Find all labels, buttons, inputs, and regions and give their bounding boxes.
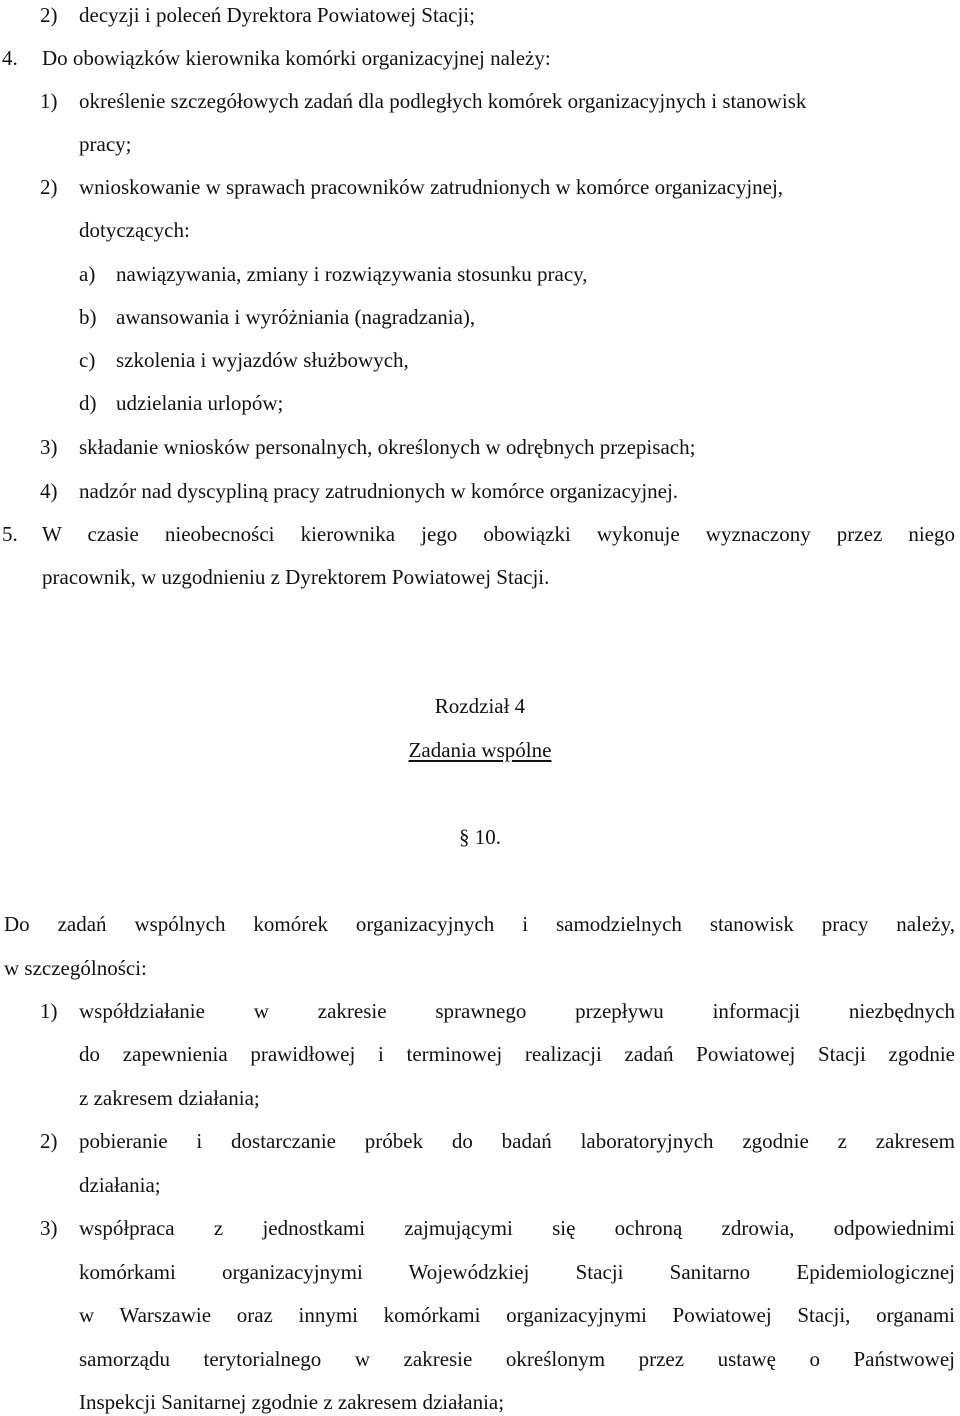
item-text-continued: do zapewnienia prawidłowej i terminowej realizacji zadań Powiatowej Stacji zgodnie bbox=[79, 1042, 955, 1066]
item-text-continued: Inspekcji Sanitarnej zgodnie z zakresem działania; bbox=[79, 1390, 505, 1414]
task-item-3 bbox=[40, 1215, 955, 1241]
item-text-continued: pracy; bbox=[79, 132, 132, 156]
item-number: 4) bbox=[40, 479, 58, 503]
item-text-continued: komórkami organizacyjnymi Wojewódzkiej Stacji Sanitarno Epidemiologicznej bbox=[79, 1260, 955, 1284]
item-number: 2) bbox=[40, 1129, 58, 1153]
item-text-continued: samorządu terytorialnego w zakresie określonym przez ustawę o Państwowej bbox=[79, 1347, 955, 1371]
item-text: współdziałanie w zakresie sprawnego przepływu informacji niezbędnych bbox=[79, 999, 955, 1023]
item-number: 3) bbox=[40, 435, 58, 459]
sub-item-text: udzielania urlopów; bbox=[116, 391, 284, 415]
item-text: decyzji i poleceń Dyrektora Powiatowej Stacji; bbox=[79, 3, 475, 27]
sub-item-letter: d) bbox=[79, 391, 97, 415]
paragraph-number: 5. bbox=[2, 522, 18, 546]
item-text-continued: w Warszawie oraz innymi komórkami organizacyjnymi Powiatowej Stacji, organami bbox=[79, 1303, 955, 1327]
item-number: 2) bbox=[40, 175, 58, 199]
item-text-continued: działania; bbox=[79, 1173, 161, 1197]
chapter-number: Rozdział 4 bbox=[434, 694, 526, 718]
item-number: 2) bbox=[40, 3, 58, 27]
sub-item-text: awansowania i wyróżniania (nagradzania), bbox=[116, 305, 476, 329]
item-text: wnioskowanie w sprawach pracowników zatrudnionych w komórce organizacyjnej, bbox=[79, 175, 784, 199]
sub-item-letter: a) bbox=[79, 262, 96, 286]
item-number: 1) bbox=[40, 999, 58, 1023]
task-item-2 bbox=[40, 1128, 955, 1154]
paragraph-text: W czasie nieobecności kierownika jego obowiązki wykonuje wyznaczony przez niego bbox=[42, 522, 955, 546]
item-text: współpraca z jednostkami zajmującymi się ochroną zdrowia, odpowiednimi bbox=[79, 1216, 955, 1240]
chapter-title-text: Zadania wspólne bbox=[408, 738, 552, 762]
item-text-continued: z zakresem działania; bbox=[79, 1086, 260, 1110]
chapter-title bbox=[0, 737, 960, 763]
paragraph-number: 4. bbox=[2, 46, 18, 70]
item-text: nadzór nad dyscypliną pracy zatrudnionych w komórce organizacyjnej. bbox=[79, 479, 679, 503]
paragraph-text-continued: pracownik, w uzgodnieniu z Dyrektorem Powiatowej Stacji. bbox=[42, 565, 550, 589]
item-text: pobieranie i dostarczanie próbek do badań laboratoryjnych zgodnie z zakresem bbox=[79, 1129, 955, 1153]
sub-item-letter: c) bbox=[79, 348, 96, 372]
paragraph-5 bbox=[2, 521, 955, 547]
sub-item-text: szkolenia i wyjazdów służbowych, bbox=[116, 348, 409, 372]
intro-paragraph: Do zadań wspólnych komórek organizacyjnych i samodzielnych stanowisk pracy należy, bbox=[4, 912, 955, 936]
item-text: określenie szczegółowych zadań dla podległych komórek organizacyjnych i stanowisk bbox=[79, 89, 807, 113]
item-number: 3) bbox=[40, 1216, 58, 1240]
task-item-1 bbox=[40, 998, 955, 1024]
section-mark: § 10. bbox=[459, 825, 501, 849]
item-number: 1) bbox=[40, 89, 58, 113]
item-text-continued: dotyczących: bbox=[79, 218, 190, 242]
sub-item-text: nawiązywania, zmiany i rozwiązywania stosunku pracy, bbox=[116, 262, 588, 286]
sub-item-letter: b) bbox=[79, 305, 97, 329]
paragraph-text: Do obowiązków kierownika komórki organizacyjnej należy: bbox=[42, 46, 551, 70]
intro-paragraph-continued: w szczególności: bbox=[4, 956, 147, 980]
item-text: składanie wniosków personalnych, określonych w odrębnych przepisach; bbox=[79, 435, 696, 459]
